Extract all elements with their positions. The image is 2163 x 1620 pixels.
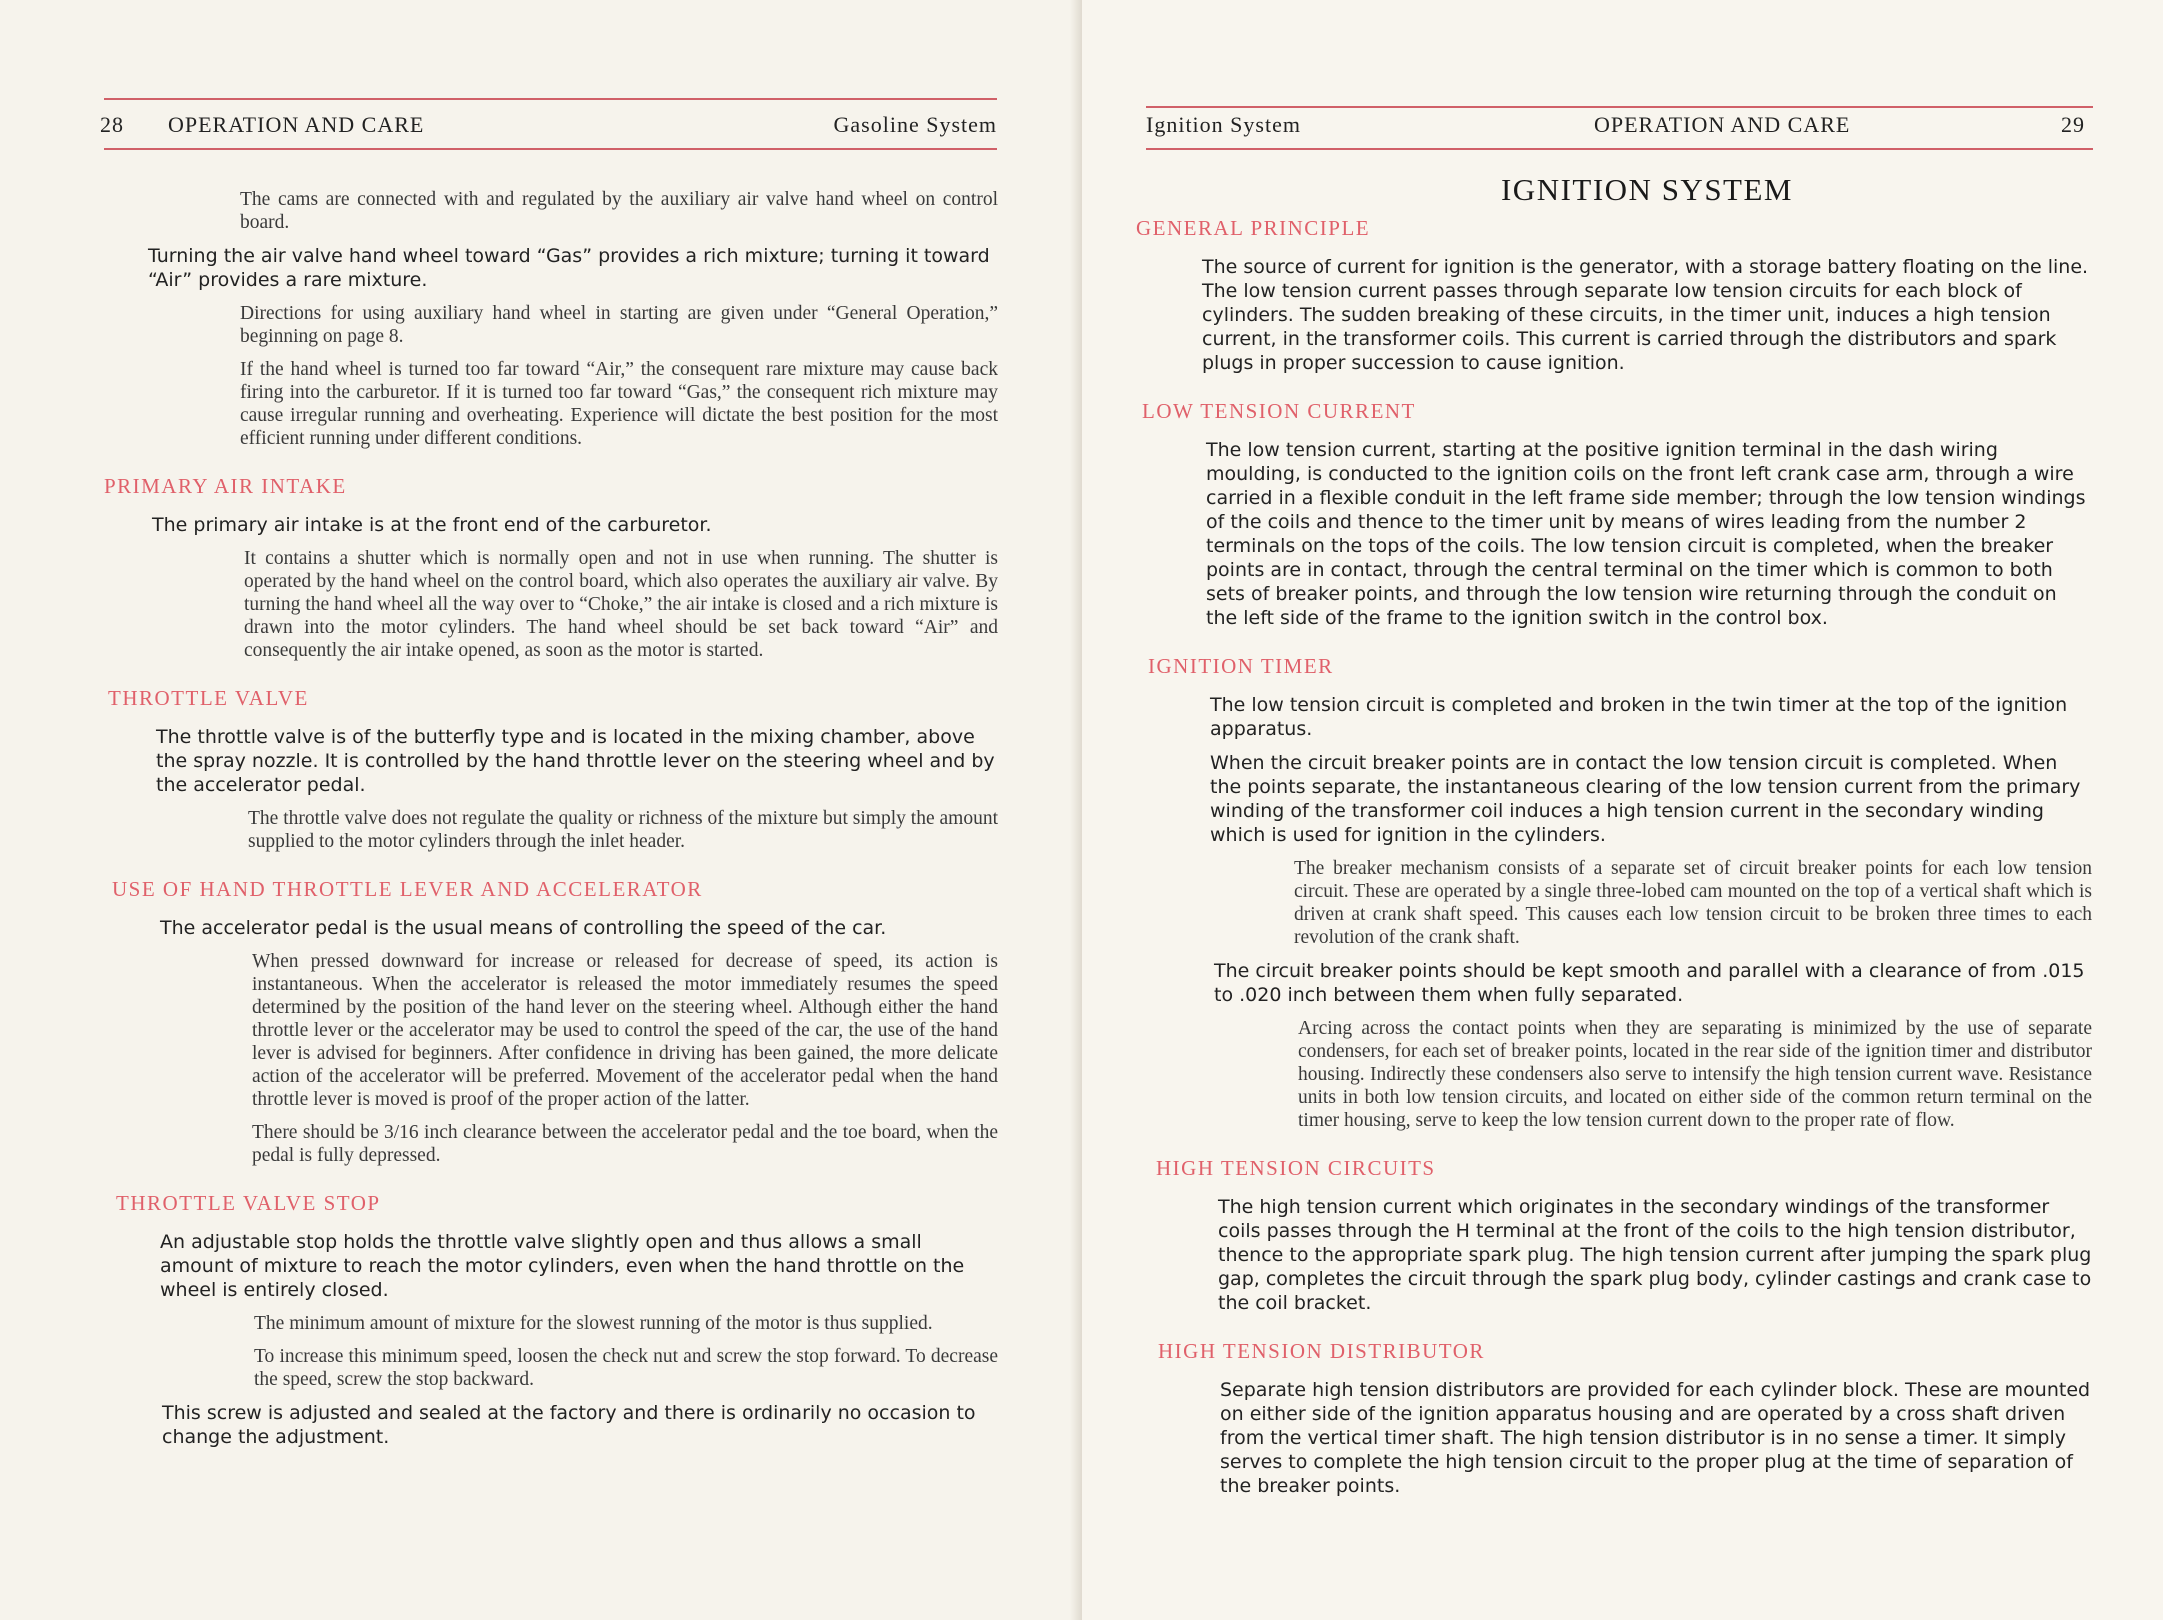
header-rule-bottom	[104, 148, 997, 150]
right-page-body	[1136, 150, 2092, 1508]
paragraph: The source of current for ignition is the generator, with a storage battery floating on the line. The low tension current passes through separate low tension circuits for each block of cylinders. The sudden breaking of these circuits, in the timer unit, induces a high tension current, in the transformer coils. This current is carried through the distributors and spark plugs in proper succession to cause ignition.	[1202, 256, 2089, 374]
right-page	[1082, 0, 2163, 1620]
left-page-body	[104, 188, 998, 1459]
section-heading: HIGH TENSION CIRCUITS	[1156, 1156, 1436, 1180]
section-heading: IGNITION TIMER	[1148, 654, 1334, 678]
paragraph: Directions for using auxiliary hand wheel in starting are given under “General Operation,” beginning on page 8.	[240, 303, 998, 347]
paragraph: When the circuit breaker points are in contact the low tension circuit is completed. When the points separate, the instantaneous clearing of the low tension current from the primary winding of the transformer coil induces a high tension current in the secondary winding which is used for ignition in the cylinders.	[1210, 752, 2081, 846]
right-running-header	[1146, 108, 2093, 148]
page-number: 28	[100, 112, 124, 137]
paragraph: The cams are connected with and regulated by the auxiliary air valve hand wheel on control board.	[240, 189, 998, 233]
paragraph: The primary air intake is at the front end of the carburetor.	[152, 514, 712, 536]
paragraph: Arcing across the contact points when they are separating is minimized by the use of separate condensers, for each set of breaker points, located in the rear side of the ignition timer and distributor housing. Indirectly these condensers also serve to intensify the high tension current wave. Resistance units in both low tension circuits, and located on either side of the common return terminal on the timer housing, serve to keep the low tension current down to the proper rate of flow.	[1298, 1018, 2092, 1131]
running-title: OPERATION AND CARE	[168, 112, 425, 137]
paragraph: The accelerator pedal is the usual means of controlling the speed of the car.	[160, 917, 887, 939]
paragraph: It contains a shutter which is normally open and not in use when running. The shutter is operated by the hand wheel on the control board, which also operates the auxiliary air valve. By turning the hand wheel all the way over to “Choke,” the air intake is closed and a rich mixture is drawn into the motor cylinders. The hand wheel should be set back toward “Air” and consequently the air intake opened, as soon as the motor is started.	[244, 548, 998, 661]
running-section: Ignition System	[1146, 112, 1301, 137]
paragraph: There should be 3/16 inch clearance between the accelerator pedal and the toe board, when the pedal is fully depressed.	[252, 1122, 998, 1166]
paragraph: The minimum amount of mixture for the slowest running of the motor is thus supplied.	[254, 1313, 933, 1334]
section-heading: HIGH TENSION DISTRIBUTOR	[1158, 1339, 1485, 1363]
section-heading: USE OF HAND THROTTLE LEVER AND ACCELERATOR	[112, 877, 703, 901]
section-heading: LOW TENSION CURRENT	[1142, 399, 1416, 423]
paragraph: The low tension circuit is completed and broken in the twin timer at the top of the ignition apparatus.	[1210, 694, 2068, 740]
running-section: Gasoline System	[833, 112, 997, 137]
left-running-header	[100, 100, 997, 148]
paragraph: The low tension current, starting at the positive ignition terminal in the dash wiring moulding, is conducted to the ignition coils on the front left crank case arm, through a wire carried in a flexible conduit in the left frame side member; through the low tension windings of the coils and thence to the timer unit by means of wires leading from the number 2 terminals on the tops of the coils. The low tension circuit is completed, when the breaker points are in contact, through the central terminal on the timer which is common to both sets of breaker points, and through the low tension wire returning through the conduit on the left side of the frame to the ignition switch in the control box.	[1206, 439, 2086, 629]
page-number: 29	[2061, 112, 2085, 137]
section-heading: THROTTLE VALVE STOP	[116, 1191, 381, 1215]
paragraph: An adjustable stop holds the throttle valve slightly open and thus allows a small amount of mixture to reach the motor cylinders, even when the hand throttle on the wheel is entirely closed.	[160, 1231, 965, 1301]
chapter-title: IGNITION SYSTEM	[1500, 172, 1793, 207]
paragraph: The throttle valve is of the butterfly type and is located in the mixing chamber, above the spray nozzle. It is controlled by the hand throttle lever on the steering wheel and by the accelerator pedal.	[156, 726, 995, 796]
paragraph: This screw is adjusted and sealed at the factory and there is ordinarily no occasion to change the adjustment.	[162, 1402, 976, 1448]
paragraph: The throttle valve does not regulate the quality or richness of the mixture but simply the amount supplied to the motor cylinders through the inlet header.	[248, 808, 998, 852]
section-heading: GENERAL PRINCIPLE	[1136, 216, 1371, 240]
paragraph: To increase this minimum speed, loosen the check nut and screw the stop forward. To decrease the speed, screw the stop backward.	[254, 1346, 998, 1390]
running-title: OPERATION AND CARE	[1594, 112, 1851, 137]
paragraph: Turning the air valve hand wheel toward “Gas” provides a rich mixture; turning it toward “Air” provides a rare mixture.	[148, 245, 990, 291]
paragraph: The high tension current which originates in the secondary windings of the transformer coils passes through the H terminal at the front of the coils to the high tension distributor, thence to the appropriate spark plug. The high tension current after jumping the spark plug gap, completes the circuit through the spark plug body, cylinder castings and crank case to the coil bracket.	[1218, 1196, 2092, 1314]
paragraph: The breaker mechanism consists of a separate set of circuit breaker points for each low tension circuit. These are operated by a single three-lobed cam mounted on the top of a vertical shaft which is driven at crank shaft speed. This causes each low tension circuit to be broken three times to each revolution of the crank shaft.	[1294, 858, 2092, 948]
paragraph: The circuit breaker points should be kept smooth and parallel with a clearance of from .015 to .020 inch between them when fully separated.	[1214, 960, 2085, 1006]
section-heading: THROTTLE VALVE	[108, 686, 309, 710]
paragraph: When pressed downward for increase or released for decrease of speed, its action is instantaneous. When the accelerator is released the motor immediately resumes the speed determined by the position of the hand lever on the steering wheel. Although either the hand throttle lever or the accelerator may be used to control the speed of the car, the use of the hand lever is advised for beginners. After confidence in driving has been gained, the more delicate action of the accelerator will be preferred. Movement of the accelerator pedal when the hand throttle lever is moved is proof of the proper action of the latter.	[252, 951, 998, 1110]
section-heading: PRIMARY AIR INTAKE	[104, 474, 347, 498]
paragraph: If the hand wheel is turned too far toward “Air,” the consequent rare mixture may cause back firing into the carburetor. If it is turned too far toward “Gas,” the consequent rich mixture may cause irregular running and overheating. Experience will dictate the best position for the most efficient running under different conditions.	[240, 359, 998, 449]
paragraph: Separate high tension distributors are provided for each cylinder block. These are mounted on either side of the ignition apparatus housing and are operated by a cross shaft driven from the vertical timer shaft. The high tension distributor is in no sense a timer. It simply serves to complete the high tension circuit to the proper plug at the time of separation of the breaker points.	[1220, 1379, 2091, 1497]
